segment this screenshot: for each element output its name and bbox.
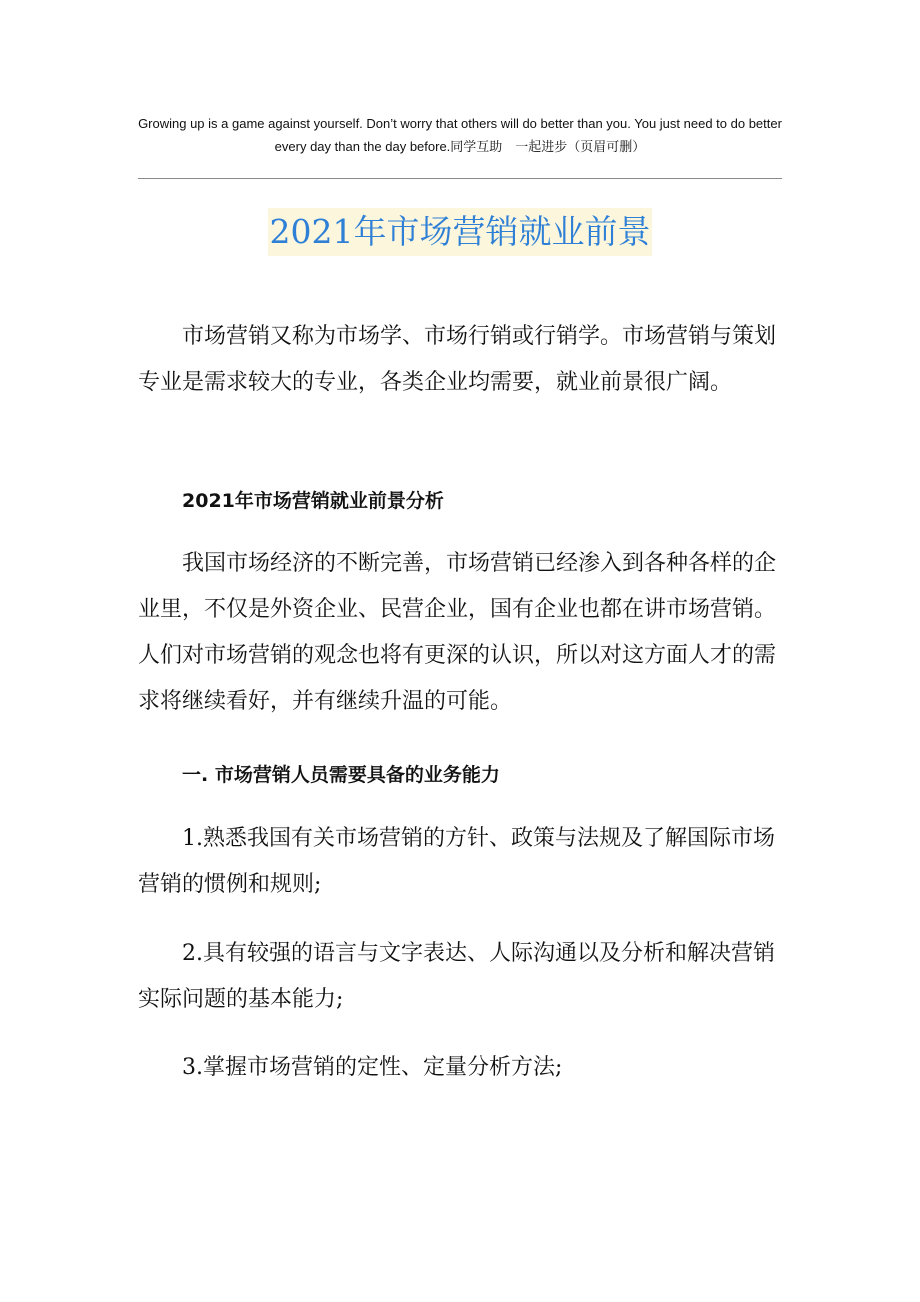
page-header [138,112,782,158]
list-item-1: 1.熟悉我国有关市场营销的方针、政策与法规及了解国际市场营销的惯例和规则; [138,826,775,897]
section-heading-abilities: 一. 市场营销人员需要具备的业务能力 [182,764,500,786]
list-item-3: 3.掌握市场营销的定性、定量分析方法; [182,1055,563,1080]
analysis-paragraph: 我国市场经济的不断完善，市场营销已经渗入到各种各样的企业里，不仅是外资企业、民营企业，国有企业也都在讲市场营销。人们对市场营销的观念也将有更深的认识，所以对这方面人才的需求将继续看好，并有继续升温的可能。 [138,551,777,714]
header-english-quote: Growing up is a game against yourself. Don’t worry that others will do better than you. You just need to do better every day than the day before. [138,116,782,154]
header-divider [138,178,782,179]
document-title: 2021年市场营销就业前景 [268,208,653,256]
section-heading-analysis: 2021年市场营销就业前景分析 [182,490,444,512]
title-container [0,208,920,256]
header-chinese-note: 同学互助 一起进步（页眉可删） [450,139,646,154]
intro-paragraph: 市场营销又称为市场学、市场行销或行销学。市场营销与策划专业是需求较大的专业，各类企业均需要，就业前景很广阔。 [138,324,777,395]
list-item-2: 2.具有较强的语言与文字表达、人际沟通以及分析和解决营销实际问题的基本能力; [138,941,775,1012]
